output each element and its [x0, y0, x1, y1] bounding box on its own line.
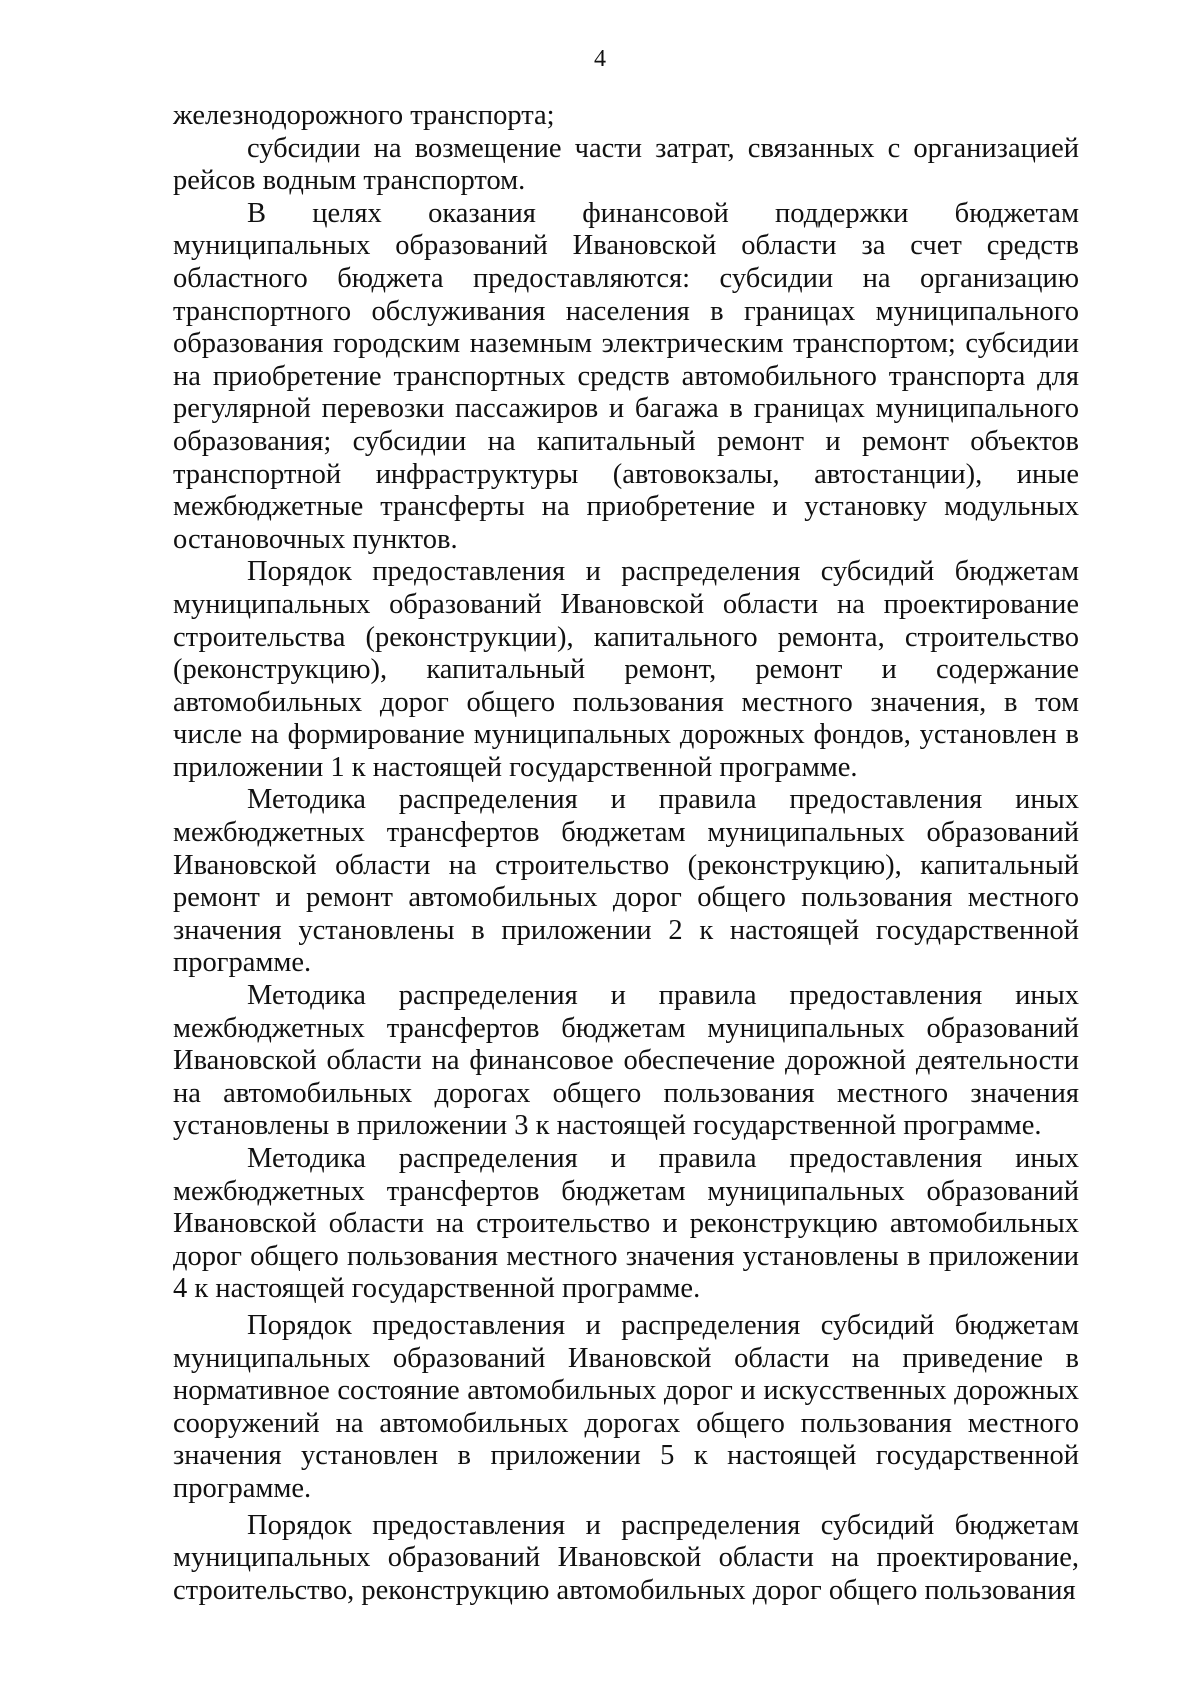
- paragraph-continuation: железнодорожного транспорта;: [173, 100, 555, 131]
- paragraph-water-transport-subsidy: субсидии на возмещение части затрат, связанных с организацией рейсов водным транспортом.: [173, 132, 1079, 197]
- paragraph-design-construction: Порядок предоставления и распределения субсидий бюджетам муниципальных образований Ивановской области на проектирование, строительство, реконструкцию автомобильных дорог общего пользования: [173, 1509, 1079, 1606]
- page-number: 4: [594, 46, 606, 72]
- paragraph-appendix-1: Порядок предоставления и распределения субсидий бюджетам муниципальных образований Ивановской области на проектирование строительства (реконструкции), капитального ремонта, строительство (реконструкцию), капитальный ремонт, ремонт и содержание автомобильных дорог общего пользования местного значения, в том числе на формирование муниципальных дорожных фондов, установлен в приложении 1 к настоящей государственной программе.: [173, 556, 1079, 783]
- paragraph-appendix-5: Порядок предоставления и распределения субсидий бюджетам муниципальных образований Ивановской области на приведение в нормативное состояние автомобильных дорог и искусственных дорожных сооружений на автомобильных дорогах общего пользования местного значения установлен в приложении 5 к настоящей государственной программе.: [173, 1309, 1079, 1504]
- paragraph-appendix-4: Методика распределения и правила предоставления иных межбюджетных трансфертов бюджетам муниципальных образований Ивановской области на строительство и реконструкцию автомобильных дорог общего пользования местного значения установлены в приложении 4 к настоящей государственной программе.: [173, 1143, 1079, 1305]
- paragraph-financial-support: В целях оказания финансовой поддержки бюджетам муниципальных образований Ивановской области за счет средств областного бюджета предоставляются: субсидии на организацию транспортного обслуживания населения в границах муниципального образования городским наземным электрическим транспортом; субсидии на приобретение транспортных средств автомобильного транспорта для регулярной перевозки пассажиров и багажа в границах муниципального образования; субсидии на капитальный ремонт и ремонт объектов транспортной инфраструктуры (автовокзалы, автостанции), иные межбюджетные трансферты на приобретение и установку модульных остановочных пунктов.: [173, 197, 1079, 555]
- paragraph-appendix-3: Методика распределения и правила предоставления иных межбюджетных трансфертов бюджетам муниципальных образований Ивановской области на финансовое обеспечение дорожной деятельности на автомобильных дорогах общего пользования местного значения установлены в приложении 3 к настоящей государственной программе.: [173, 980, 1079, 1142]
- document-body: [173, 100, 1079, 1607]
- paragraph-appendix-2: Методика распределения и правила предоставления иных межбюджетных трансфертов бюджетам муниципальных образований Ивановской области на строительство (реконструкцию), капитальный ремонт и ремонт автомобильных дорог общего пользования местного значения установлены в приложении 2 к настоящей государственной программе.: [173, 784, 1079, 979]
